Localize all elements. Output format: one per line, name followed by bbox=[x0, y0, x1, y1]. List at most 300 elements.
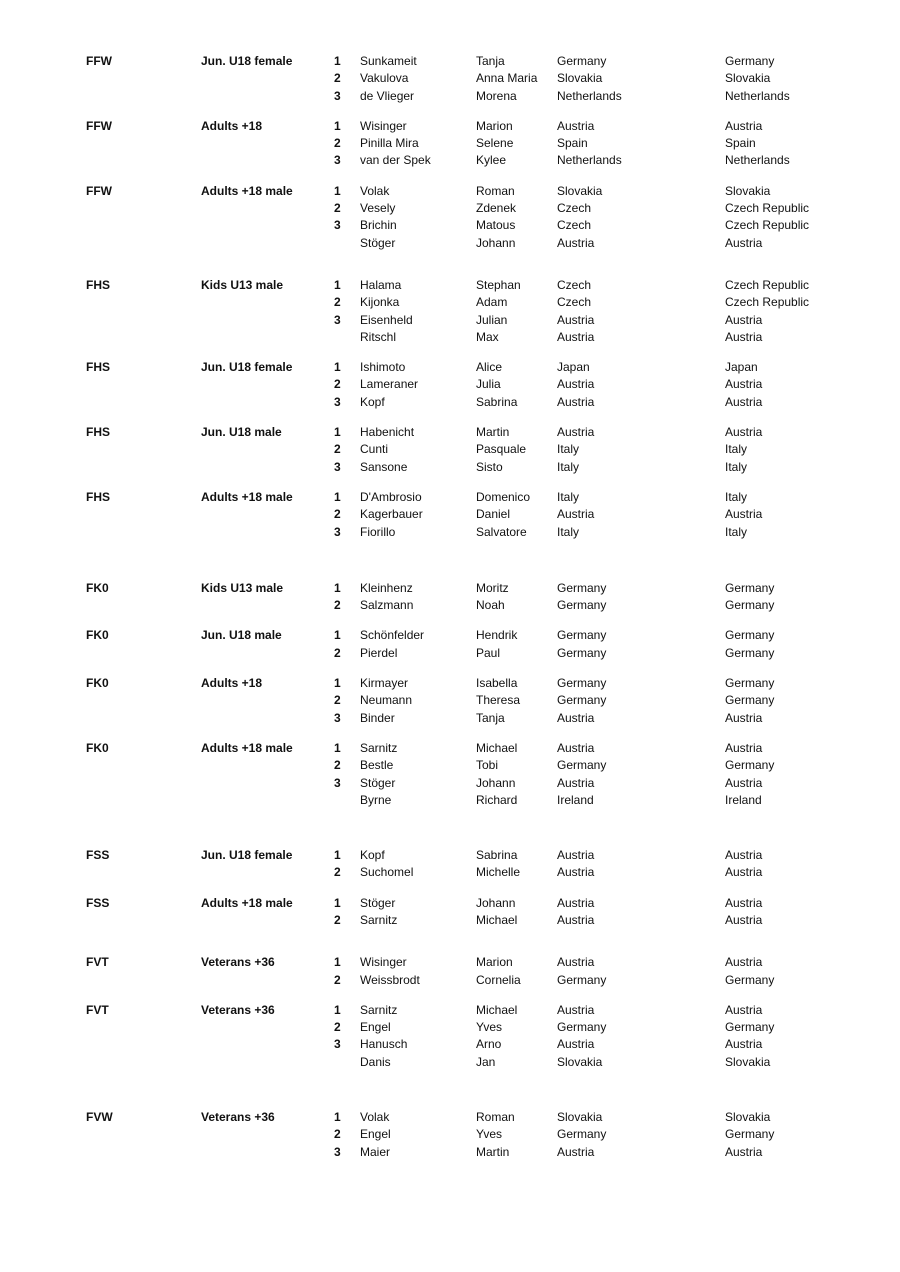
first-name: Sabrina bbox=[476, 848, 518, 863]
last-name: Stöger bbox=[360, 775, 396, 790]
first-name: Marion bbox=[476, 955, 513, 970]
first-name: Sisto bbox=[476, 459, 503, 474]
result-row bbox=[0, 645, 900, 662]
last-name: van der Spek bbox=[360, 153, 431, 168]
category-label: Jun. U18 female bbox=[201, 54, 293, 68]
category-label: Veterans +36 bbox=[201, 1110, 275, 1125]
first-name: Adam bbox=[476, 295, 508, 310]
nation: Austria bbox=[557, 118, 595, 133]
first-name: Theresa bbox=[476, 693, 521, 708]
result-row bbox=[0, 757, 900, 774]
last-name: Salzmann bbox=[360, 598, 414, 613]
nation: Ireland bbox=[557, 792, 594, 807]
first-name: Michael bbox=[476, 1002, 518, 1017]
category-label: Veterans +36 bbox=[201, 955, 275, 970]
result-row bbox=[0, 394, 900, 411]
result-row bbox=[0, 1019, 900, 1036]
first-name: Michael bbox=[476, 912, 518, 927]
last-name: Pierdel bbox=[360, 645, 398, 660]
country: Austria bbox=[725, 1144, 763, 1159]
rank: 3 bbox=[334, 459, 341, 474]
country: Austria bbox=[725, 740, 763, 755]
result-group bbox=[0, 277, 900, 346]
last-name: Weissbrodt bbox=[360, 972, 420, 987]
result-row bbox=[0, 895, 900, 912]
rank: 3 bbox=[334, 710, 341, 725]
discipline-code: FSS bbox=[86, 895, 110, 910]
last-name: Brichin bbox=[360, 218, 397, 233]
result-row bbox=[0, 506, 900, 523]
rank: 3 bbox=[334, 88, 341, 103]
nation: Italy bbox=[557, 489, 580, 504]
first-name: Daniel bbox=[476, 507, 511, 522]
nation: Italy bbox=[557, 524, 580, 539]
result-row bbox=[0, 312, 900, 329]
last-name: Byrne bbox=[360, 792, 392, 807]
results-list bbox=[0, 53, 900, 1161]
rank: 3 bbox=[334, 312, 341, 327]
result-row bbox=[0, 235, 900, 252]
nation: Slovakia bbox=[557, 1054, 603, 1069]
result-group bbox=[0, 183, 900, 252]
last-name: Kopf bbox=[360, 848, 385, 863]
last-name: Sarnitz bbox=[360, 912, 398, 927]
category-label: Adults +18 male bbox=[201, 489, 293, 504]
rank: 3 bbox=[334, 1037, 341, 1052]
nation: Czech bbox=[557, 218, 592, 233]
nation: Germany bbox=[557, 54, 607, 68]
rank: 1 bbox=[334, 118, 341, 133]
first-name: Yves bbox=[476, 1020, 503, 1035]
rank: 1 bbox=[334, 183, 341, 198]
discipline-code: FFW bbox=[86, 183, 112, 198]
rank: 3 bbox=[334, 1144, 341, 1159]
first-name: Salvatore bbox=[476, 524, 527, 539]
first-name: Domenico bbox=[476, 489, 531, 504]
first-name: Martin bbox=[476, 425, 510, 440]
nation: Austria bbox=[557, 312, 595, 327]
last-name: Wisinger bbox=[360, 955, 407, 970]
nation: Italy bbox=[557, 442, 580, 457]
rank: 2 bbox=[334, 295, 341, 310]
result-row bbox=[0, 1144, 900, 1161]
discipline-code: FK0 bbox=[86, 740, 109, 755]
first-name: Stephan bbox=[476, 277, 521, 292]
result-group bbox=[0, 53, 900, 105]
result-row bbox=[0, 864, 900, 881]
country: Italy bbox=[725, 442, 748, 457]
rank: 3 bbox=[334, 775, 341, 790]
nation: Netherlands bbox=[557, 88, 622, 103]
result-group bbox=[0, 489, 900, 541]
nation: Slovakia bbox=[557, 71, 603, 86]
nation: Italy bbox=[557, 459, 580, 474]
nation: Germany bbox=[557, 758, 607, 773]
country: Germany bbox=[725, 1127, 775, 1142]
country: Austria bbox=[725, 865, 763, 880]
last-name: Maier bbox=[360, 1144, 391, 1159]
result-group bbox=[0, 1002, 900, 1071]
last-name: Suchomel bbox=[360, 865, 414, 880]
first-name: Sabrina bbox=[476, 394, 518, 409]
discipline-code: FSS bbox=[86, 848, 110, 863]
discipline-code: FFW bbox=[86, 118, 112, 133]
first-name: Julian bbox=[476, 312, 508, 327]
first-name: Isabella bbox=[476, 676, 518, 691]
last-name: Kopf bbox=[360, 394, 385, 409]
last-name: Schönfelder bbox=[360, 628, 425, 643]
nation: Germany bbox=[557, 693, 607, 708]
first-name: Zdenek bbox=[476, 201, 517, 216]
rank: 2 bbox=[334, 912, 341, 927]
last-name: Bestle bbox=[360, 758, 394, 773]
first-name: Matous bbox=[476, 218, 516, 233]
last-name: Neumann bbox=[360, 693, 413, 708]
nation: Austria bbox=[557, 235, 595, 250]
result-row bbox=[0, 792, 900, 809]
discipline-code: FVT bbox=[86, 955, 109, 970]
nation: Austria bbox=[557, 775, 595, 790]
country: Austria bbox=[725, 507, 763, 522]
country: Spain bbox=[725, 136, 756, 151]
rank: 2 bbox=[334, 71, 341, 86]
country: Austria bbox=[725, 235, 763, 250]
nation: Austria bbox=[557, 394, 595, 409]
nation: Netherlands bbox=[557, 153, 622, 168]
result-row bbox=[0, 424, 900, 441]
result-row bbox=[0, 459, 900, 476]
first-name: Tanja bbox=[476, 710, 505, 725]
last-name: Lameraner bbox=[360, 377, 419, 392]
rank: 1 bbox=[334, 628, 341, 643]
rank: 1 bbox=[334, 580, 341, 595]
rank: 1 bbox=[334, 489, 341, 504]
category-label: Jun. U18 female bbox=[201, 848, 293, 863]
result-row bbox=[0, 627, 900, 644]
last-name: Sarnitz bbox=[360, 1002, 398, 1017]
first-name: Johann bbox=[476, 235, 516, 250]
country: Czech Republic bbox=[725, 277, 810, 292]
first-name: Marion bbox=[476, 118, 513, 133]
first-name: Martin bbox=[476, 1144, 510, 1159]
result-row bbox=[0, 1036, 900, 1053]
rank: 1 bbox=[334, 955, 341, 970]
result-row bbox=[0, 152, 900, 169]
category-label: Kids U13 male bbox=[201, 277, 284, 292]
result-row bbox=[0, 912, 900, 929]
result-group bbox=[0, 118, 900, 170]
first-name: Pasquale bbox=[476, 442, 527, 457]
last-name: Danis bbox=[360, 1054, 391, 1069]
category-label: Adults +18 bbox=[201, 676, 263, 691]
nation: Austria bbox=[557, 912, 595, 927]
first-name: Alice bbox=[476, 360, 503, 375]
result-row bbox=[0, 675, 900, 692]
rank: 1 bbox=[334, 740, 341, 755]
result-row bbox=[0, 580, 900, 597]
nation: Austria bbox=[557, 507, 595, 522]
country: Czech Republic bbox=[725, 201, 810, 216]
nation: Austria bbox=[557, 895, 595, 910]
last-name: Vakulova bbox=[360, 71, 409, 86]
rank: 2 bbox=[334, 598, 341, 613]
country: Germany bbox=[725, 693, 775, 708]
first-name: Cornelia bbox=[476, 972, 521, 987]
country: Germany bbox=[725, 580, 775, 595]
result-group bbox=[0, 895, 900, 930]
last-name: Binder bbox=[360, 710, 395, 725]
first-name: Kylee bbox=[476, 153, 507, 168]
country: Ireland bbox=[725, 792, 762, 807]
first-name: Tobi bbox=[476, 758, 499, 773]
result-row bbox=[0, 972, 900, 989]
rank: 1 bbox=[334, 676, 341, 691]
first-name: Paul bbox=[476, 645, 501, 660]
rank: 1 bbox=[334, 360, 341, 375]
discipline-code: FK0 bbox=[86, 580, 109, 595]
country: Czech Republic bbox=[725, 218, 810, 233]
result-row bbox=[0, 847, 900, 864]
rank: 2 bbox=[334, 758, 341, 773]
country: Austria bbox=[725, 118, 763, 133]
result-group bbox=[0, 1109, 900, 1161]
nation: Austria bbox=[557, 710, 595, 725]
last-name: Sarnitz bbox=[360, 740, 398, 755]
last-name: Kirmayer bbox=[360, 676, 409, 691]
country: Netherlands bbox=[725, 153, 790, 168]
last-name: Ishimoto bbox=[360, 360, 406, 375]
country: Slovakia bbox=[725, 1110, 771, 1125]
country: Slovakia bbox=[725, 183, 771, 198]
last-name: D'Ambrosio bbox=[360, 489, 422, 504]
country: Germany bbox=[725, 676, 775, 691]
discipline-code: FFW bbox=[86, 54, 112, 68]
first-name: Yves bbox=[476, 1127, 503, 1142]
country: Germany bbox=[725, 972, 775, 987]
result-row bbox=[0, 88, 900, 105]
rank: 3 bbox=[334, 218, 341, 233]
discipline-code: FVW bbox=[86, 1110, 113, 1125]
nation: Germany bbox=[557, 598, 607, 613]
country: Austria bbox=[725, 312, 763, 327]
result-group bbox=[0, 847, 900, 882]
rank: 1 bbox=[334, 54, 341, 68]
rank: 1 bbox=[334, 1110, 341, 1125]
nation: Austria bbox=[557, 329, 595, 344]
first-name: Hendrik bbox=[476, 628, 518, 643]
discipline-code: FK0 bbox=[86, 676, 109, 691]
result-row bbox=[0, 359, 900, 376]
discipline-code: FHS bbox=[86, 277, 110, 292]
last-name: Kleinhenz bbox=[360, 580, 413, 595]
country: Slovakia bbox=[725, 1054, 771, 1069]
last-name: Hanusch bbox=[360, 1037, 408, 1052]
result-group bbox=[0, 424, 900, 476]
country: Austria bbox=[725, 1002, 763, 1017]
rank: 2 bbox=[334, 645, 341, 660]
country: Italy bbox=[725, 524, 748, 539]
rank: 2 bbox=[334, 1020, 341, 1035]
last-name: Eisenheld bbox=[360, 312, 413, 327]
nation: Japan bbox=[557, 360, 590, 375]
country: Austria bbox=[725, 1037, 763, 1052]
category-label: Kids U13 male bbox=[201, 580, 284, 595]
rank: 1 bbox=[334, 1002, 341, 1017]
nation: Austria bbox=[557, 955, 595, 970]
last-name: Halama bbox=[360, 277, 402, 292]
nation: Germany bbox=[557, 972, 607, 987]
result-row bbox=[0, 53, 900, 70]
category-label: Adults +18 bbox=[201, 118, 263, 133]
country: Italy bbox=[725, 459, 748, 474]
first-name: Moritz bbox=[476, 580, 509, 595]
country: Germany bbox=[725, 758, 775, 773]
result-group bbox=[0, 627, 900, 662]
country: Austria bbox=[725, 710, 763, 725]
country: Germany bbox=[725, 54, 775, 68]
result-row bbox=[0, 294, 900, 311]
result-group bbox=[0, 954, 900, 989]
first-name: Johann bbox=[476, 895, 516, 910]
nation: Spain bbox=[557, 136, 588, 151]
nation: Czech bbox=[557, 277, 592, 292]
result-row bbox=[0, 954, 900, 971]
last-name: Wisinger bbox=[360, 118, 407, 133]
country: Netherlands bbox=[725, 88, 790, 103]
rank: 2 bbox=[334, 1127, 341, 1142]
first-name: Roman bbox=[476, 1110, 515, 1125]
nation: Czech bbox=[557, 295, 592, 310]
rank: 2 bbox=[334, 377, 341, 392]
rank: 3 bbox=[334, 153, 341, 168]
last-name: Sansone bbox=[360, 459, 408, 474]
nation: Austria bbox=[557, 848, 595, 863]
last-name: Fiorillo bbox=[360, 524, 396, 539]
country: Germany bbox=[725, 598, 775, 613]
last-name: Ritschl bbox=[360, 329, 397, 344]
rank: 2 bbox=[334, 693, 341, 708]
nation: Germany bbox=[557, 1020, 607, 1035]
country: Italy bbox=[725, 489, 748, 504]
first-name: Morena bbox=[476, 88, 517, 103]
result-group bbox=[0, 675, 900, 727]
last-name: Habenicht bbox=[360, 425, 415, 440]
nation: Germany bbox=[557, 1127, 607, 1142]
country: Czech Republic bbox=[725, 295, 810, 310]
category-label: Adults +18 male bbox=[201, 740, 293, 755]
result-row bbox=[0, 710, 900, 727]
last-name: Engel bbox=[360, 1127, 391, 1142]
nation: Austria bbox=[557, 1002, 595, 1017]
rank: 2 bbox=[334, 507, 341, 522]
result-row bbox=[0, 524, 900, 541]
discipline-code: FHS bbox=[86, 360, 110, 375]
rank: 1 bbox=[334, 848, 341, 863]
rank: 2 bbox=[334, 201, 341, 216]
discipline-code: FK0 bbox=[86, 628, 109, 643]
result-row bbox=[0, 441, 900, 458]
rank: 2 bbox=[334, 136, 341, 151]
result-row bbox=[0, 329, 900, 346]
country: Austria bbox=[725, 394, 763, 409]
category-label: Veterans +36 bbox=[201, 1002, 275, 1017]
result-row bbox=[0, 692, 900, 709]
country: Slovakia bbox=[725, 71, 771, 86]
last-name: Cunti bbox=[360, 442, 389, 457]
discipline-code: FVT bbox=[86, 1002, 109, 1017]
result-row bbox=[0, 1109, 900, 1126]
first-name: Roman bbox=[476, 183, 515, 198]
nation: Austria bbox=[557, 865, 595, 880]
nation: Austria bbox=[557, 425, 595, 440]
country: Austria bbox=[725, 775, 763, 790]
result-row bbox=[0, 1054, 900, 1071]
last-name: Sunkameit bbox=[360, 54, 417, 68]
last-name: de Vlieger bbox=[360, 88, 415, 103]
result-row bbox=[0, 489, 900, 506]
last-name: Engel bbox=[360, 1020, 391, 1035]
nation: Czech bbox=[557, 201, 592, 216]
country: Germany bbox=[725, 645, 775, 660]
result-row bbox=[0, 1126, 900, 1143]
discipline-code: FHS bbox=[86, 489, 110, 504]
country: Austria bbox=[725, 848, 763, 863]
rank: 3 bbox=[334, 394, 341, 409]
result-row bbox=[0, 135, 900, 152]
country: Austria bbox=[725, 329, 763, 344]
result-row bbox=[0, 775, 900, 792]
nation: Slovakia bbox=[557, 183, 603, 198]
result-group bbox=[0, 580, 900, 615]
last-name: Vesely bbox=[360, 201, 396, 216]
first-name: Anna Maria bbox=[476, 71, 538, 86]
category-label: Jun. U18 male bbox=[201, 425, 282, 440]
rank: 1 bbox=[334, 895, 341, 910]
result-group bbox=[0, 359, 900, 411]
result-row bbox=[0, 597, 900, 614]
nation: Austria bbox=[557, 1144, 595, 1159]
result-row bbox=[0, 70, 900, 87]
first-name: Jan bbox=[476, 1054, 496, 1069]
first-name: Richard bbox=[476, 792, 518, 807]
last-name: Volak bbox=[360, 183, 390, 198]
country: Japan bbox=[725, 360, 758, 375]
rank: 2 bbox=[334, 442, 341, 457]
nation: Germany bbox=[557, 645, 607, 660]
first-name: Tanja bbox=[476, 54, 505, 68]
country: Germany bbox=[725, 1020, 775, 1035]
nation: Austria bbox=[557, 377, 595, 392]
nation: Germany bbox=[557, 676, 607, 691]
result-row bbox=[0, 183, 900, 200]
last-name: Kagerbauer bbox=[360, 507, 423, 522]
first-name: Julia bbox=[476, 377, 501, 392]
last-name: Kijonka bbox=[360, 295, 400, 310]
discipline-code: FHS bbox=[86, 425, 110, 440]
category-label: Jun. U18 male bbox=[201, 628, 282, 643]
country: Austria bbox=[725, 425, 763, 440]
result-row bbox=[0, 200, 900, 217]
category-label: Jun. U18 female bbox=[201, 360, 293, 375]
rank: 1 bbox=[334, 425, 341, 440]
result-row bbox=[0, 277, 900, 294]
first-name: Noah bbox=[476, 598, 505, 613]
rank: 1 bbox=[334, 277, 341, 292]
first-name: Selene bbox=[476, 136, 514, 151]
country: Germany bbox=[725, 628, 775, 643]
nation: Slovakia bbox=[557, 1110, 603, 1125]
first-name: Johann bbox=[476, 775, 516, 790]
